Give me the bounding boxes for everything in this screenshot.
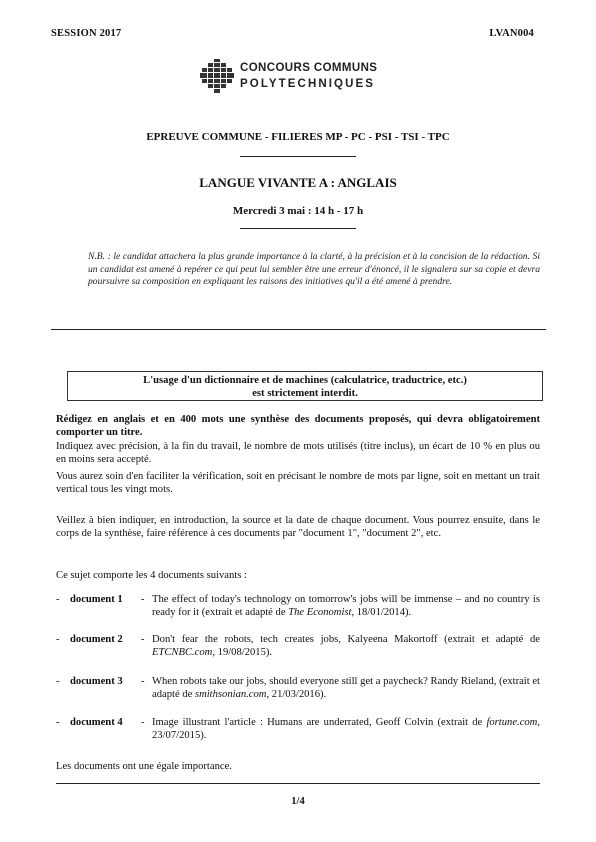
divider: [56, 783, 540, 784]
document-source: smithsonian.com: [194, 689, 267, 700]
label-separator: -: [141, 676, 145, 687]
document-description: When robots take our jobs, should everyone still get a paycheck? Randy Rieland, (extrait et adapté de smithsonian.com, 21/03/2016).: [152, 676, 540, 700]
documents-intro: Ce sujet comporte les 4 documents suivants :: [56, 570, 247, 581]
documents-importance: Les documents ont une égale importance.: [56, 761, 232, 772]
ccp-logo: [200, 58, 400, 98]
label-separator: -: [141, 594, 145, 605]
ccp-logo-icon: [200, 59, 234, 95]
exam-date: Mercredi 3 mai : 14 h - 17 h: [232, 205, 364, 217]
logo-text-line2: POLYTECHNIQUES: [240, 78, 376, 90]
instruction-verification: Vous aurez soin d'en faciliter la vérification, soit en précisant le nombre de mots par ligne, soit en mettant un trait vertical tous les vingt mots.: [56, 471, 540, 495]
exam-code: LVAN004: [489, 28, 534, 39]
document-description: Image illustrant l'article : Humans are underrated, Geoff Colvin (extrait de fortune.com, 23/07/2015).: [152, 717, 540, 741]
document-label: document 4: [70, 717, 123, 728]
document-source: ETCNBC.com: [152, 647, 213, 658]
bullet-dash: -: [56, 717, 60, 728]
notice-box: [67, 371, 543, 401]
notice-line2: est strictement interdit.: [252, 388, 358, 399]
instruction-sources: Veillez à bien indiquer, en introduction, la source et la date de chaque document. Vous pourrez ensuite, dans le corps de la synthèse, faire référence à ces documents par "document 1", "document 2", etc.: [56, 515, 540, 539]
divider: [51, 329, 546, 330]
document-description: The effect of today's technology on tomorrow's jobs will be immense – and no country is ready for it (extrait et adapté de The Economist, 18/01/2014).: [152, 594, 540, 618]
divider: [240, 228, 356, 229]
divider: [240, 156, 356, 157]
instruction-main: Rédigez en anglais et en 400 mots une synthèse des documents proposés, qui devra obligatoirement comporter un titre.: [56, 414, 540, 438]
label-separator: -: [141, 634, 145, 645]
instruction-word-count: Indiquez avec précision, à la fin du travail, le nombre de mots utilisés (titre inclus), un écart de 10 % en plus ou en moins sera accepté.: [56, 441, 540, 465]
document-label: document 2: [70, 634, 123, 645]
bullet-dash: -: [56, 594, 60, 605]
notice-line1: L'usage d'un dictionnaire et de machines (calculatrice, traductrice, etc.): [143, 375, 467, 386]
document-source: The Economist: [288, 607, 352, 618]
document-label: document 3: [70, 676, 123, 687]
label-separator: -: [141, 717, 145, 728]
page-number: 1/4: [291, 796, 305, 807]
nota-bene: N.B. : le candidat attachera la plus grande importance à la clarté, à la précision et à la concision de la rédaction. Si un candidat est amené à repérer ce qui peut lui sembler être une erreur d'énoncé, il le signalera sur sa copie et devra poursuivre sa composition en expliquant les raisons des initiatives qu'il a été amené à prendre.: [88, 251, 540, 288]
document-description: Don't fear the robots, tech creates jobs, Kalyeena Makortoff (extrait et adapté de ETCNBC.com, 19/08/2015).: [152, 634, 540, 658]
exam-stream: EPREUVE COMMUNE - FILIERES MP - PC - PSI - TSI - TPC: [146, 131, 450, 143]
document-source: fortune.com: [486, 717, 538, 728]
bullet-dash: -: [56, 634, 60, 645]
document-label: document 1: [70, 594, 123, 605]
bullet-dash: -: [56, 676, 60, 687]
exam-subject: LANGUE VIVANTE A : ANGLAIS: [199, 175, 397, 190]
session-label: SESSION 2017: [51, 28, 122, 39]
logo-text-line1: CONCOURS COMMUNS: [240, 62, 378, 74]
